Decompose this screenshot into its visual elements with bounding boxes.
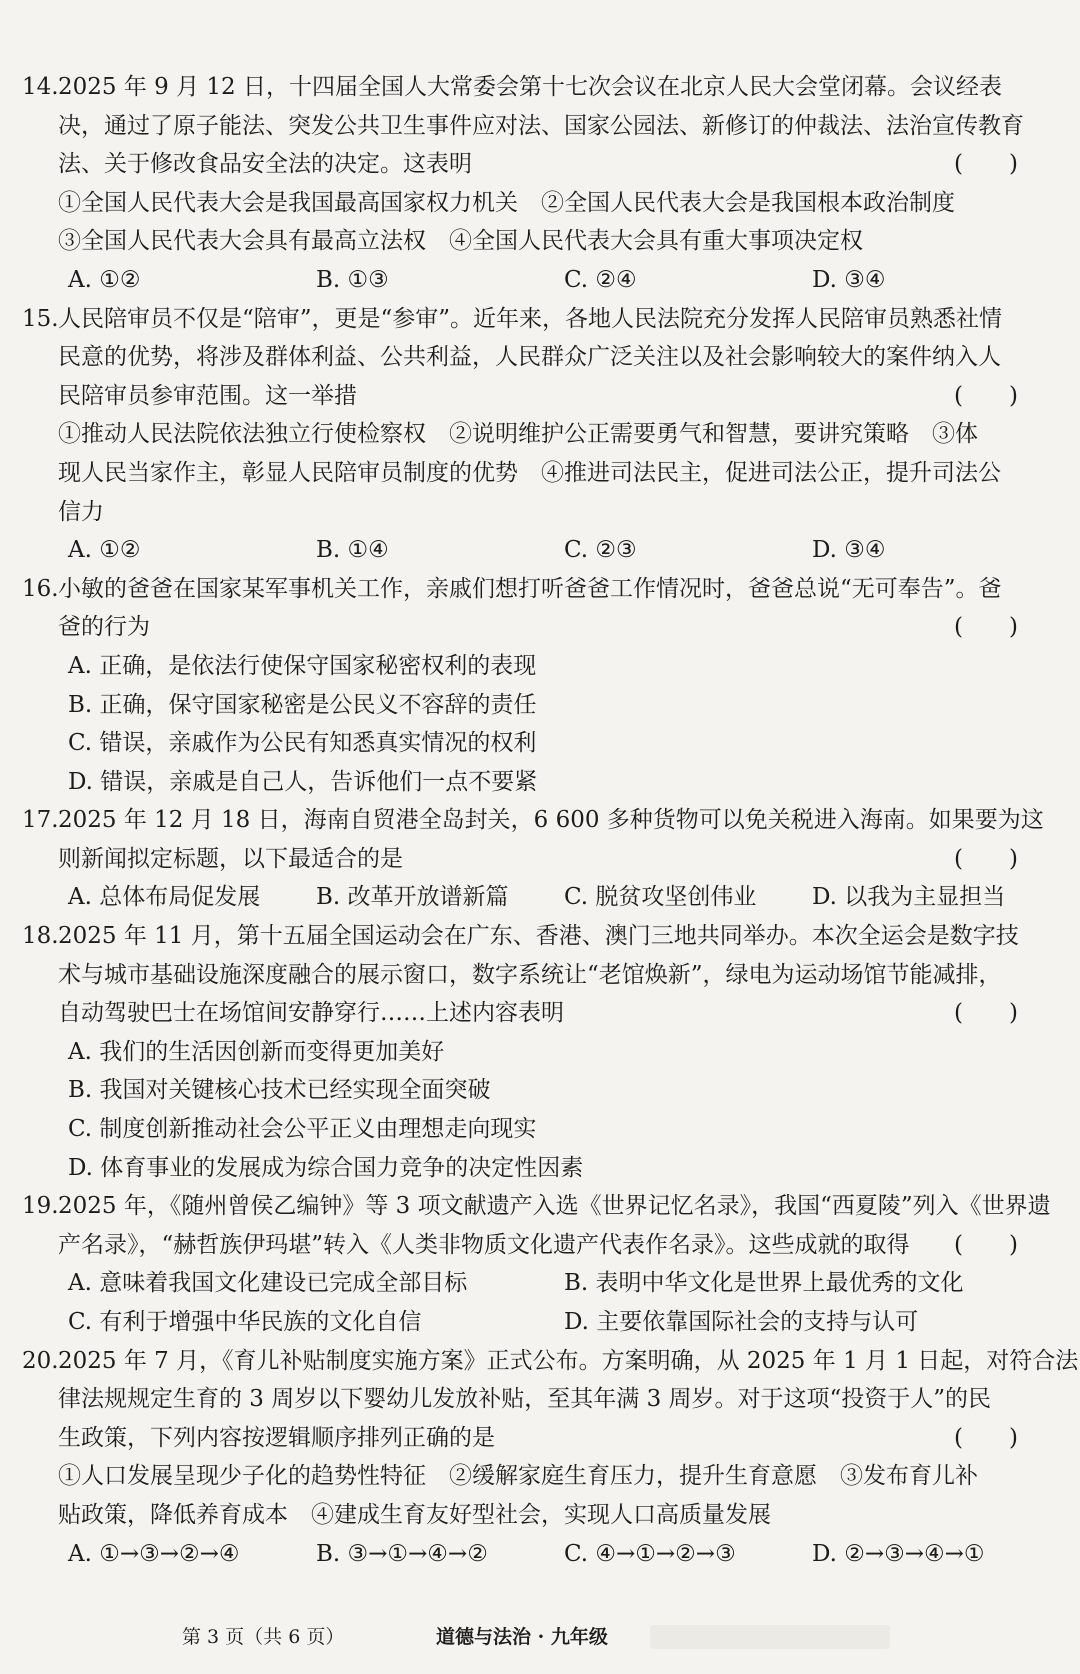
- option-b: B. 我国对关键核心技术已经实现全面突破: [68, 1077, 491, 1104]
- option-b: B. ③→①→④→②: [316, 1540, 488, 1567]
- question-17-line-1: 17.2025 年 12 月 18 日，海南自贸港全岛封关，6 600 多种货物可以免关税进入海南。如果要为这: [0, 801, 1080, 840]
- option-a: A. 总体布局促发展: [68, 884, 261, 911]
- option-b: B. 表明中华文化是世界上最优秀的文化: [564, 1270, 964, 1297]
- page-footer: [0, 1622, 1080, 1652]
- option-d: D. ②→③→④→①: [812, 1540, 985, 1567]
- question-14-line-1: 14.2025 年 9 月 12 日，十四届全国人大常委会第十七次会议在北京人民大会堂闭幕。会议经表: [0, 68, 1080, 107]
- option-c: C. 错误，亲戚作为公民有知悉真实情况的权利: [68, 730, 537, 757]
- answer-blank: ( ): [954, 151, 1018, 178]
- option-d: D. ③④: [812, 537, 886, 564]
- option-c: C. 有利于增强中华民族的文化自信: [68, 1309, 422, 1335]
- question-18-line-2: 术与城市基础设施深度融合的展示窗口，数字系统让“老馆焕新”，绿电为运动场馆节能减排，: [58, 961, 1002, 988]
- option-b: B. 改革开放谱新篇: [316, 884, 509, 911]
- question-18-line-1: 18.2025 年 11 月，第十五届全国运动会在广东、香港、澳门三地共同举办。本次全运会是数字技: [0, 917, 1080, 956]
- answer-blank: ( ): [954, 1000, 1018, 1027]
- question-14-line-2: 决，通过了原子能法、突发公共卫生事件应对法、国家公园法、新修订的仲裁法、法治宣传教育: [58, 112, 1024, 139]
- option-a: A. 正确，是依法行使保守国家秘密权利的表现: [68, 652, 537, 679]
- question-15-item-line: 信力: [58, 498, 104, 525]
- option-b: B. ①③: [316, 266, 389, 293]
- option-d: D. 主要依靠国际社会的支持与认可: [564, 1309, 919, 1335]
- question-20-line-3: 生政策，下列内容按逻辑顺序排列正确的是 ( ): [0, 1419, 1080, 1458]
- question-number: 16.: [22, 575, 59, 602]
- option-a: A. 意味着我国文化建设已完成全部目标: [68, 1270, 468, 1297]
- scan-smudge: [650, 1625, 890, 1649]
- question-19-options-cd: [0, 1303, 1080, 1342]
- question-number: 15.: [22, 305, 59, 332]
- question-20-line-1: 20.2025 年 7 月，《育儿补贴制度实施方案》正式公布。方案明确，从 2025 年 1 月 1 日起，对符合法: [0, 1342, 1080, 1381]
- question-20-item-line: ①人口发展呈现少子化的趋势性特征 ②缓解家庭生育压力，提升生育意愿 ③发布育儿补: [58, 1463, 978, 1490]
- question-15-item-line: ①推动人民法院依法独立行使检察权 ②说明维护公正需要勇气和智慧，要讲究策略 ③体: [58, 421, 978, 448]
- option-c: C. ④→①→②→③: [564, 1540, 736, 1567]
- option-c: C. 脱贫攻坚创伟业: [564, 884, 757, 911]
- option-c: C. ②③: [564, 537, 637, 564]
- question-19-line-1: 19.2025 年，《随州曾侯乙编钟》等 3 项文献遗产入选《世界记忆名录》，我国“西夏陵”列入《世界遗: [0, 1187, 1080, 1226]
- question-14-line-3: 法、关于修改食品安全法的决定。这表明 ( ): [0, 145, 1080, 184]
- question-17-line-2: 则新闻拟定标题，以下最适合的是 ( ): [0, 840, 1080, 879]
- option-a: A. 我们的生活因创新而变得更加美好: [68, 1038, 445, 1065]
- question-14-item-line: ①全国人民代表大会是我国最高国家权力机关 ②全国人民代表大会是我国根本政治制度: [58, 189, 955, 216]
- question-number: 18.: [22, 923, 59, 950]
- question-20-item-line: 贴政策，降低养育成本 ④建成生育友好型社会，实现人口高质量发展: [58, 1501, 771, 1528]
- question-15-options: [0, 531, 1080, 570]
- option-d: D. 以我为主显担当: [812, 884, 1006, 911]
- option-a: A. ①→③→②→④: [68, 1540, 240, 1567]
- option-b: B. 正确，保守国家秘密是公民义不容辞的责任: [68, 691, 537, 718]
- question-20-line-2: 律法规规定生育的 3 周岁以下婴幼儿发放补贴，至其年满 3 周岁。对于这项“投资于人”的民: [58, 1386, 992, 1413]
- answer-blank: ( ): [954, 845, 1018, 872]
- answer-blank: ( ): [954, 614, 1018, 641]
- option-b: B. ①④: [316, 537, 389, 564]
- question-15-line-1: 15.人民陪审员不仅是“陪审”，更是“参审”。近年来，各地人民法院充分发挥人民陪审员熟悉社情: [0, 300, 1080, 339]
- answer-blank: ( ): [954, 382, 1018, 409]
- question-20-options: [0, 1535, 1080, 1574]
- question-number: 14.: [22, 74, 59, 100]
- option-c: C. ②④: [564, 266, 637, 293]
- option-d: D. 体育事业的发展成为综合国力竞争的决定性因素: [68, 1154, 584, 1181]
- option-a: A. ①②: [68, 537, 141, 564]
- question-16-line-1: 16.小敏的爸爸在国家某军事机关工作，亲戚们想打听爸爸工作情况时，爸爸总说“无可奉告”。爸: [0, 570, 1080, 609]
- question-14-options: [0, 261, 1080, 300]
- option-c: C. 制度创新推动社会公平正义由理想走向现实: [68, 1116, 537, 1143]
- question-19-options-ab: [0, 1264, 1080, 1303]
- page-number: 第 3 页（共 6 页）: [182, 1626, 345, 1648]
- exam-page: [0, 68, 1080, 1573]
- option-d: D. ③④: [812, 266, 886, 293]
- question-19-line-2: 产名录》，“赫哲族伊玛堪”转入《人类非物质文化遗产代表作名录》。这些成就的取得 ( ): [0, 1226, 1080, 1265]
- question-number: 17.: [22, 807, 59, 834]
- answer-blank: ( ): [954, 1424, 1018, 1451]
- subject-grade: 道德与法治 · 九年级: [436, 1626, 608, 1648]
- question-17-options: [0, 878, 1080, 917]
- answer-blank: ( ): [954, 1231, 1018, 1258]
- question-16-line-2: 爸的行为 ( ): [0, 608, 1080, 647]
- question-15-line-2: 民意的优势，将涉及群体利益、公共利益，人民群众广泛关注以及社会影响较大的案件纳入人: [58, 344, 1001, 371]
- question-18-line-3: 自动驾驶巴士在场馆间安静穿行……上述内容表明 ( ): [0, 994, 1080, 1033]
- option-a: A. ①②: [68, 266, 141, 293]
- option-d: D. 错误，亲戚是自己人，告诉他们一点不要紧: [68, 768, 538, 795]
- question-14-item-line: ③全国人民代表大会具有最高立法权 ④全国人民代表大会具有重大事项决定权: [58, 228, 863, 255]
- question-number: 20.: [22, 1347, 59, 1374]
- question-15-item-line: 现人民当家作主，彰显人民陪审员制度的优势 ④推进司法民主，促进司法公正，提升司法公: [58, 459, 1001, 486]
- question-15-line-3: 民陪审员参审范围。这一举措 ( ): [0, 377, 1080, 416]
- question-number: 19.: [22, 1193, 59, 1220]
